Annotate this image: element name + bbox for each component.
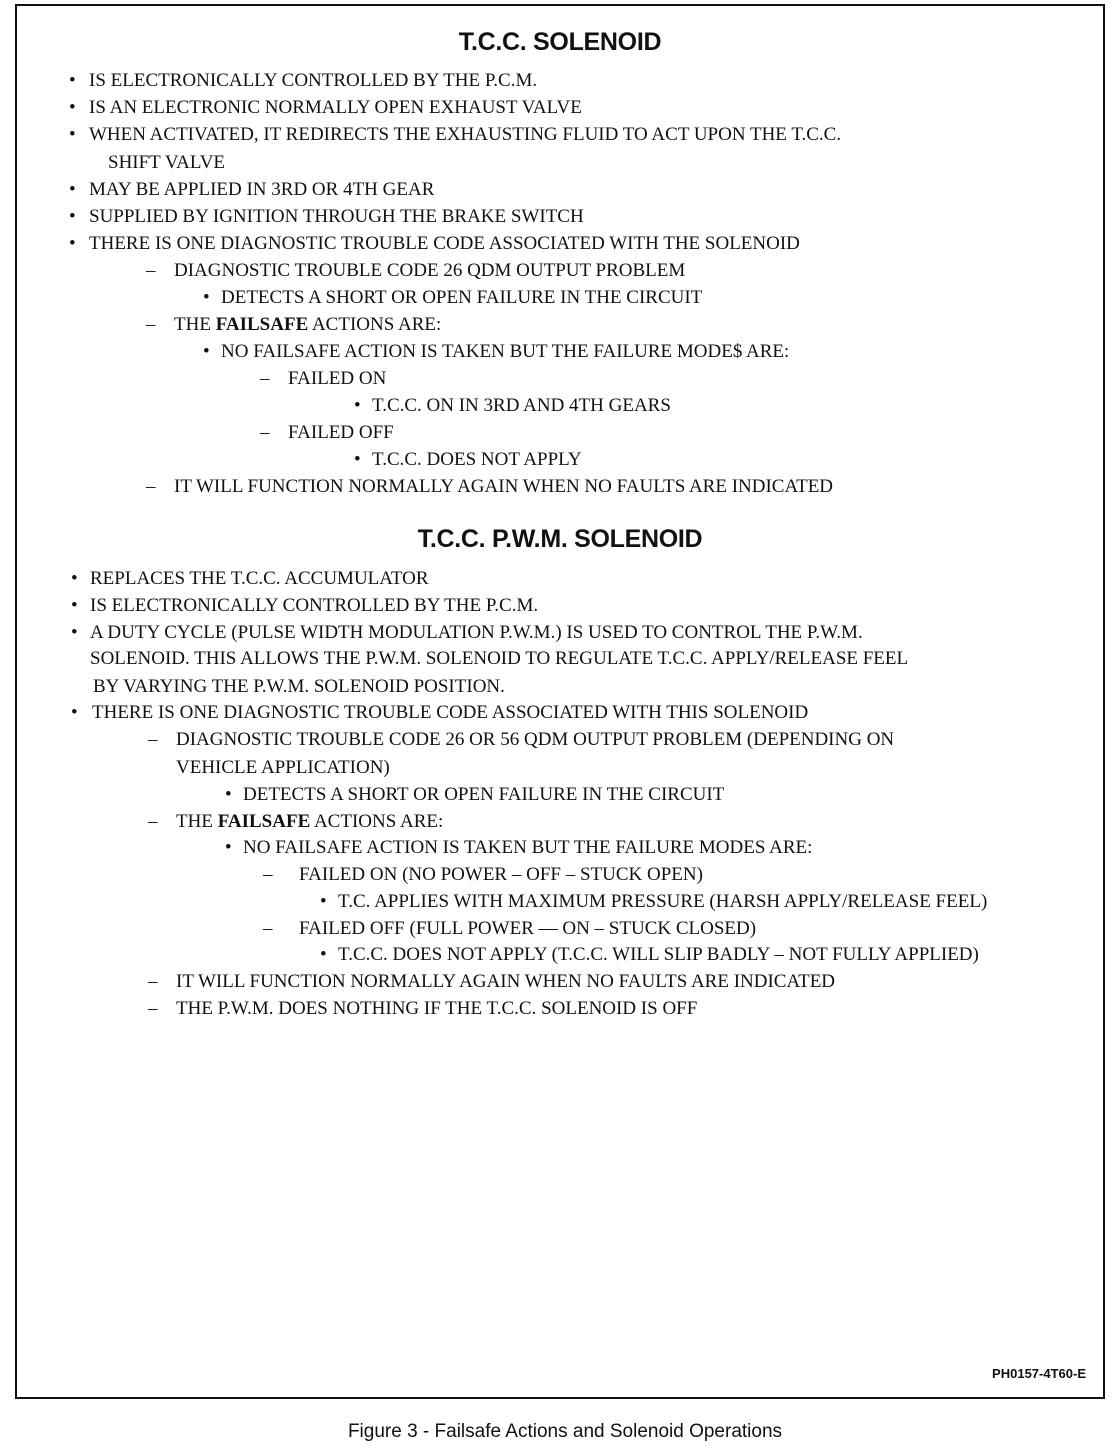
section2-title: T.C.C. P.W.M. SOLENOID xyxy=(417,525,703,553)
bullet: • xyxy=(71,622,78,643)
failsafe-bold: FAILSAFE xyxy=(215,314,309,335)
dash: – xyxy=(260,368,270,389)
text-line: IT WILL FUNCTION NORMALLY AGAIN WHEN NO FAULTS ARE INDICATED xyxy=(176,971,836,992)
text-line: A DUTY CYCLE (PULSE WIDTH MODULATION P.W.M.) IS USED TO CONTROL THE P.W.M. xyxy=(90,622,863,643)
text-line: FAILED OFF (FULL POWER — ON – STUCK CLOSED) xyxy=(299,918,757,939)
failsafe-post: ACTIONS ARE: xyxy=(308,314,442,335)
text-line: IS ELECTRONICALLY CONTROLLED BY THE P.C.M. xyxy=(90,595,539,616)
text-line: THERE IS ONE DIAGNOSTIC TROUBLE CODE ASSOCIATED WITH THE SOLENOID xyxy=(89,233,800,254)
bullet: • xyxy=(69,97,76,118)
text-line: DETECTS A SHORT OR OPEN FAILURE IN THE CIRCUIT xyxy=(243,784,725,805)
bullet: • xyxy=(69,233,76,254)
bullet: • xyxy=(69,70,76,91)
dash: – xyxy=(146,260,156,281)
text-line: DIAGNOSTIC TROUBLE CODE 26 OR 56 QDM OUTPUT PROBLEM (DEPENDING ON xyxy=(176,729,895,750)
dash: – xyxy=(148,729,158,750)
bullet: • xyxy=(320,944,327,965)
bullet: • xyxy=(71,702,78,723)
text-line: SHIFT VALVE xyxy=(108,152,226,173)
text-line: DIAGNOSTIC TROUBLE CODE 26 QDM OUTPUT PROBLEM xyxy=(174,260,686,281)
bullet: • xyxy=(225,837,232,858)
bullet: • xyxy=(225,784,232,805)
text-line: T.C.C. DOES NOT APPLY (T.C.C. WILL SLIP BADLY – NOT FULLY APPLIED) xyxy=(338,944,979,965)
text-line: SOLENOID. THIS ALLOWS THE P.W.M. SOLENOID TO REGULATE T.C.C. APPLY/RELEASE FEEL xyxy=(90,648,909,669)
dash: – xyxy=(146,314,156,335)
figure-code: PH0157-4T60-E xyxy=(992,1366,1086,1381)
text-line: REPLACES THE T.C.C. ACCUMULATOR xyxy=(90,568,429,589)
dash: – xyxy=(148,811,158,832)
text-line: WHEN ACTIVATED, IT REDIRECTS THE EXHAUSTING FLUID TO ACT UPON THE T.C.C. xyxy=(89,124,842,145)
failsafe-bold: FAILSAFE xyxy=(217,811,311,832)
bullet: • xyxy=(71,568,78,589)
bullet: • xyxy=(71,595,78,616)
figure-caption: Figure 3 - Failsafe Actions and Solenoid Operations xyxy=(347,1421,783,1442)
text-line: VEHICLE APPLICATION) xyxy=(176,757,390,778)
text-line: NO FAILSAFE ACTION IS TAKEN BUT THE FAILURE MODE$ ARE: xyxy=(221,341,790,362)
text-line: BY VARYING THE P.W.M. SOLENOID POSITION. xyxy=(93,676,505,697)
dash: – xyxy=(260,422,270,443)
text-line xyxy=(176,811,443,833)
text-line: T.C.C. DOES NOT APPLY xyxy=(372,449,582,470)
text-line: T.C.C. ON IN 3RD AND 4TH GEARS xyxy=(372,395,671,416)
text-line: THERE IS ONE DIAGNOSTIC TROUBLE CODE ASSOCIATED WITH THIS SOLENOID xyxy=(92,702,809,723)
failsafe-post: ACTIONS ARE: xyxy=(310,811,444,832)
text-line: FAILED ON (NO POWER – OFF – STUCK OPEN) xyxy=(299,864,703,885)
text-line: IT WILL FUNCTION NORMALLY AGAIN WHEN NO FAULTS ARE INDICATED xyxy=(174,476,834,497)
bullet: • xyxy=(69,124,76,145)
bullet: • xyxy=(354,449,361,470)
bullet: • xyxy=(69,179,76,200)
section1-title: T.C.C. SOLENOID xyxy=(458,28,662,56)
text-line: MAY BE APPLIED IN 3RD OR 4TH GEAR xyxy=(89,179,435,200)
dash: – xyxy=(263,864,273,885)
text-line: FAILED ON xyxy=(288,368,387,389)
failsafe-pre: THE xyxy=(176,811,218,832)
bullet: • xyxy=(203,341,210,362)
bullet: • xyxy=(69,206,76,227)
bullet: • xyxy=(203,287,210,308)
failsafe-pre: THE xyxy=(174,314,216,335)
bullet: • xyxy=(320,891,327,912)
dash: – xyxy=(263,918,273,939)
text-line: T.C. APPLIES WITH MAXIMUM PRESSURE (HARSH APPLY/RELEASE FEEL) xyxy=(338,891,988,912)
text-line: IS ELECTRONICALLY CONTROLLED BY THE P.C.M. xyxy=(89,70,538,91)
text-line: FAILED OFF xyxy=(288,422,394,443)
text-line: NO FAILSAFE ACTION IS TAKEN BUT THE FAILURE MODES ARE: xyxy=(243,837,813,858)
dash: – xyxy=(148,998,158,1019)
text-line: THE P.W.M. DOES NOTHING IF THE T.C.C. SOLENOID IS OFF xyxy=(176,998,698,1019)
bullet: • xyxy=(354,395,361,416)
text-line: SUPPLIED BY IGNITION THROUGH THE BRAKE SWITCH xyxy=(89,206,584,227)
text-line xyxy=(174,314,441,336)
dash: – xyxy=(148,971,158,992)
text-line: DETECTS A SHORT OR OPEN FAILURE IN THE CIRCUIT xyxy=(221,287,703,308)
dash: – xyxy=(146,476,156,497)
text-line: IS AN ELECTRONIC NORMALLY OPEN EXHAUST VALVE xyxy=(89,97,582,118)
